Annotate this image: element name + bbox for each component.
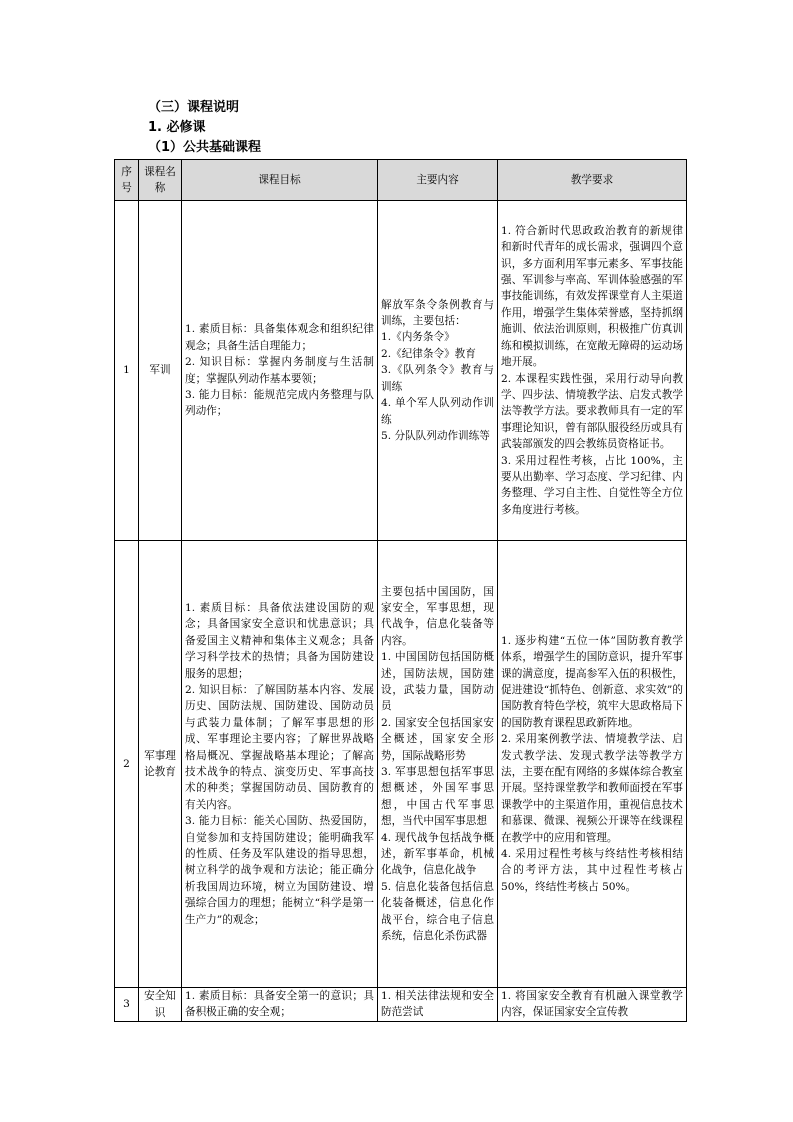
col-header-no: 序号 bbox=[115, 160, 139, 201]
course-name: 安全知识 bbox=[139, 988, 182, 1022]
course-table bbox=[114, 159, 687, 1022]
table-header bbox=[115, 160, 687, 201]
subsubsection-heading: （1）公共基础课程 bbox=[148, 140, 262, 155]
col-header-content: 主要内容 bbox=[378, 160, 498, 201]
section-heading: （三）课程说明 bbox=[148, 100, 240, 115]
col-header-goals: 课程目标 bbox=[182, 160, 378, 201]
row-number: 1 bbox=[115, 201, 139, 541]
course-content: 1. 相关法律法规和安全防范尝试 bbox=[378, 988, 498, 1022]
row-number: 2 bbox=[115, 541, 139, 988]
course-content: 主要包括中国国防，国家安全，军事思想，现代战争，信息化装备等内容。 1. 中国国防包括国防概述，国防法规，国防建设，武装力量，国防动员 2. 国家安全包括国家安全概述，国家安全形势，国际战略形势 3. 军事思想包括军事思想概述，外国军事思想，中国古代军事思想，当代中国军事思想 4. 现代战争包括战争概述，新军事革命，机械化战争，信息化战争 5. 信息化装备包括信息化装备概述，信息化作战平台，综合电子信息系统，信息化杀伤武器 bbox=[378, 541, 498, 988]
course-goals: 1. 素质目标：具备依法建设国防的观念；具备国家安全意识和忧患意识；具备爱国主义精神和集体主义观念；具备学习科学技术的热情；具备为国防建设服务的思想； 2. 知识目标：了解国防基本内容、发展历史、国防法规、国防建设、国防动员与武装力量体制；了解军事思想的形成、军事理论主要内容；了解世界战略格局概况、掌握战略基本理论；了解高技术战争的特点、演变历史、军事高技术的种类；掌握国防动员、国防教育的有关内容。 3. 能力目标：能关心国防、热爱国防，自觉参加和支持国防建设；能明确我军的性质、任务及军队建设的指导思想，树立科学的战争观和方法论；能正确分析我国周边环境，树立为国防建设、增强综合国力的理想；能树立“科学是第一生产力”的观念； bbox=[182, 541, 378, 988]
col-header-requirements: 教学要求 bbox=[498, 160, 687, 201]
course-goals: 1. 素质目标：具备安全第一的意识；具备积极正确的安全观； bbox=[182, 988, 378, 1022]
table-row bbox=[115, 541, 687, 988]
table-row bbox=[115, 201, 687, 541]
course-goals: 1. 素质目标：具备集体观念和组织纪律观念；具备生活自理能力； 2. 知识目标：掌握内务制度与生活制度；掌握队列动作基本要领； 3. 能力目标：能规范完成内务整理与队列动作； bbox=[182, 201, 378, 541]
row-number: 3 bbox=[115, 988, 139, 1022]
table-row bbox=[115, 988, 687, 1022]
course-name: 军训 bbox=[139, 201, 182, 541]
course-name: 军事理论教育 bbox=[139, 541, 182, 988]
teaching-requirements: 1. 逐步构建“五位一体”国防教育教学体系，增强学生的国防意识，提升军事课的满意度，提高参军入伍的积极性，促进建设“抓特色、创新意、求实效”的国防教育特色学校，筑牢大思政格局下的国防教育课程思政新阵地。 2. 采用案例教学法、情境教学法、启发式教学法、发现式教学法等教学方法，主要在配有网络的多媒体综合教室开展。坚持课堂教学和教师面授在军事课教学中的主渠道作用，重视信息技术和慕课、微课、视频公开课等在线课程在教学中的应用和管理。 4. 采用过程性考核与终结性考核相结合的考评方法，其中过程性考核占 50%，终结性考核占 50%。 bbox=[498, 541, 687, 988]
subsection-heading: 1. 必修课 bbox=[148, 120, 206, 135]
teaching-requirements: 1. 将国家安全教育有机融入课堂教学内容，保证国家安全宣传教 bbox=[498, 988, 687, 1022]
course-content: 解放军条令条例教育与训练，主要包括： 1.《内务条令》 2.《纪律条令》教育 3.《队列条令》教育与训练 4. 单个军人队列动作训练 5. 分队队列动作训练等 bbox=[378, 201, 498, 541]
col-header-name: 课程名称 bbox=[139, 160, 182, 201]
teaching-requirements: 1. 符合新时代思政政治教育的新规律和新时代青年的成长需求，强调四个意识，多方面利用军事元素多、军事技能强、军训参与率高、军训体验感强的军事技能训练，有效发挥课堂育人主渠道作用，增强学生集体荣誉感，坚持抓纲施训、依法治训原则，积极推广仿真训练和模拟训练，在宽敞无障碍的运动场地开展。 2. 本课程实践性强，采用行动导向教学、四步法、情境教学法、启发式教学法等教学方法。要求教师具有一定的军事理论知识，曾有部队服役经历或具有武装部颁发的四会教练员资格证书。 3. 采用过程性考核，占比 100%，主要从出勤率、学习态度、学习纪律、内务整理、学习自主性、自觉性等全方位多角度进行考核。 bbox=[498, 201, 687, 541]
